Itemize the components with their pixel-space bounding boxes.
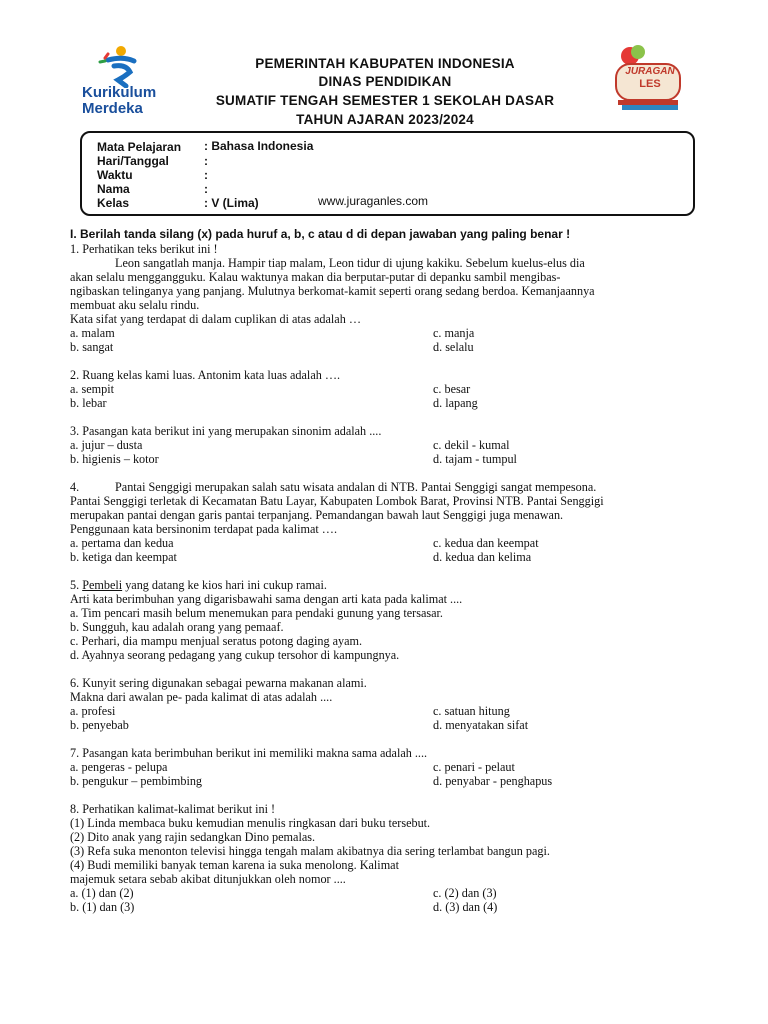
mapel-value: : Bahasa Indonesia [204,139,314,153]
q4-passage-line2: Pantai Senggigi terletak di Kecamatan Batu Layar, Kabupaten Lombok Barat, Provinsi NTB. Pantai Senggigi [70,494,604,508]
q5-option-b: b. Sungguh, kau adalah orang yang pemaaf. [70,620,284,634]
q5-option-d: d. Ayahnya seorang pedagang yang cukup tersohor di kampungnya. [70,648,400,662]
kelas-label: Kelas [97,196,130,210]
q8-sentence-4: (4) Budi memiliki banyak teman karena ia suka menolong. Kalimat [70,858,399,872]
q5-number: 5. [70,578,83,592]
hari-value: : [204,154,208,168]
hari-label: Hari/Tanggal [97,154,169,168]
nama-value: : [204,182,208,196]
waktu-value: : [204,168,208,182]
q4-option-d: d. kedua dan kelima [433,550,532,564]
header-department: DINAS PENDIDIKAN [318,74,452,89]
q2-option-c: c. besar [433,382,471,396]
nama-label: Nama [97,182,130,196]
q4-question: Penggunaan kata bersinonim terdapat pada kalimat …. [70,522,338,536]
q8-sentence-1: (1) Linda membaca buku kemudian menulis ringkasan dari buku tersebut. [70,816,431,830]
q8-option-c: c. (2) dan (3) [433,886,497,900]
q6-option-b: b. penyebab [70,718,129,732]
q5-option-c: c. Perhari, dia mampu menjual seratus potong daging ayam. [70,634,363,648]
q1-option-c: c. manja [433,326,475,340]
q6-option-c: c. satuan hitung [433,704,510,718]
kurikulum-merdeka-logo [78,44,158,118]
q4-option-c: c. kedua dan keempat [433,536,539,550]
q6-question: Makna dari awalan pe- pada kalimat di atas adalah .... [70,690,333,704]
q4-passage-line1: Pantai Senggigi merupakan salah satu wisata andalan di NTB. Pantai Senggigi sangat mempesona. [115,480,597,494]
header-exam-title: SUMATIF TENGAH SEMESTER 1 SEKOLAH DASAR [215,93,555,108]
q6-option-a: a. profesi [70,704,116,718]
q1-passage-line2: akan selalu menggangguku. Kalau waktunya makan dia berputar-putar di depanku sambil mengibas- [70,270,561,284]
q8-sentence-2: (2) Dito anak yang rajin sedangkan Dino pemalas. [70,830,316,844]
q8-question: majemuk setara sebab akibat ditunjukkan oleh nomor .... [70,872,346,886]
q3-stem: 3. Pasangan kata berikut ini yang merupakan sinonim adalah .... [70,424,382,438]
logo-text-line2: Merdeka [82,100,143,117]
q3-option-d: d. tajam - tumpul [433,452,517,466]
q8-option-d: d. (3) dan (4) [433,900,498,914]
q7-option-c: c. penari - pelaut [433,760,515,774]
q8-option-a: a. (1) dan (2) [70,886,134,900]
q2-stem: 2. Ruang kelas kami luas. Antonim kata luas adalah …. [70,368,341,382]
q7-option-a: a. pengeras - pelupa [70,760,168,774]
q3-option-a: a. jujur – dusta [70,438,143,452]
q8-option-b: b. (1) dan (3) [70,900,135,914]
q1-stem: 1. Perhatikan teks berikut ini ! [70,242,218,256]
q2-option-a: a. sempit [70,382,115,396]
q7-stem: 7. Pasangan kata berimbuhan berikut ini memiliki makna sama adalah .... [70,746,428,760]
juragan-les-logo [610,44,690,114]
q8-sentence-3: (3) Refa suka menonton televisi hingga tengah malam akibatnya dia sering terlambat bangun pagi. [70,844,550,858]
q6-option-d: d. menyatakan sifat [433,718,529,732]
header-government: PEMERINTAH KABUPATEN INDONESIA [255,56,515,71]
q5-question: Arti kata berimbuhan yang digarisbawahi sama dengan arti kata pada kalimat .... [70,592,463,606]
les-text: LES [639,78,661,90]
q1-option-b: b. sangat [70,340,114,354]
q1-passage-line1: Leon sangatlah manja. Hampir tiap malam, Leon tidur di ujung kakiku. Sebelum kuelus-elus dia [115,256,585,270]
q4-option-a: a. pertama dan kedua [70,536,174,550]
juragan-text: JURAGAN [625,66,675,77]
website-url: www.juraganles.com [318,194,429,208]
q1-passage-line3: ngibaskan telinganya yang panjang. Mulutnya berkomat-kamit seperti orang sedang berdoa. Kemanjaannya [70,284,595,298]
q3-option-c: c. dekil - kumal [433,438,510,452]
q5-stem [70,578,327,592]
q2-option-b: b. lebar [70,396,107,410]
q5-underlined-word: Pembeli [82,578,123,592]
kelas-value: : V (Lima) [204,196,259,210]
q4-number: 4. [70,480,80,494]
q4-option-b: b. ketiga dan keempat [70,550,177,564]
q7-option-b: b. pengukur – pembimbing [70,774,203,788]
q1-option-d: d. selalu [433,340,474,354]
q5-option-a: a. Tim pencari masih belum menemukan para pendaki gunung yang tersasar. [70,606,443,620]
q4-passage-line3: merupakan pantai dengan garis pantai terpanjang. Pemandangan bawah laut Senggigi juga menawan. [70,508,564,522]
q8-stem: 8. Perhatikan kalimat-kalimat berikut ini ! [70,802,276,816]
q1-option-a: a. malam [70,326,115,340]
mapel-label: Mata Pelajaran [97,140,182,154]
q1-question: Kata sifat yang terdapat di dalam cuplikan di atas adalah … [70,312,362,326]
waktu-label: Waktu [97,168,133,182]
q2-option-d: d. lapang [433,396,478,410]
header-school-year: TAHUN AJARAN 2023/2024 [296,112,474,127]
q1-passage-line4: membuat aku selalu rindu. [70,298,200,312]
instruction: I. Berilah tanda silang (x) pada huruf a, b, c atau d di depan jawaban yang paling benar ! [70,227,571,241]
q7-option-d: d. penyabar - penghapus [433,774,553,788]
q5-stem-rest: yang datang ke kios hari ini cukup ramai. [122,578,327,592]
q6-stem: 6. Kunyit sering digunakan sebagai pewarna makanan alami. [70,676,367,690]
q3-option-b: b. higienis – kotor [70,452,159,466]
kurikulum-figure-icon [78,44,158,88]
logo-text-line1: Kurikulum [82,84,157,101]
